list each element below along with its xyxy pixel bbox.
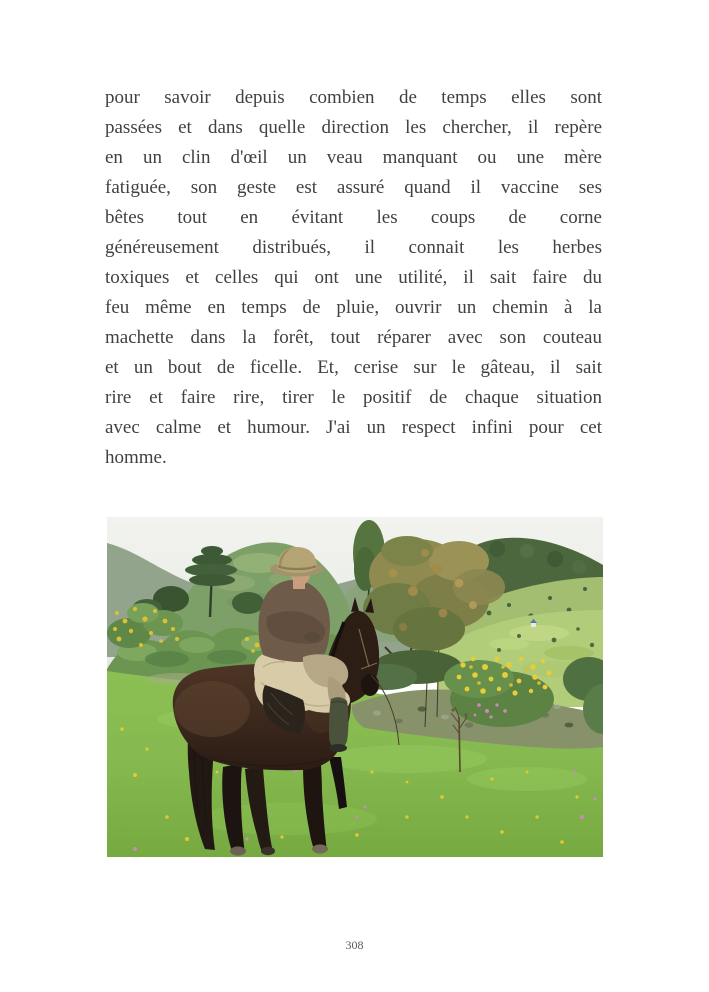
paragraph-line: pour savoir depuis combien de temps elles sont <box>105 87 602 108</box>
paragraph-line: homme. <box>105 447 167 468</box>
paragraph-line: rire et faire rire, tirer le positif de chaque situation <box>105 387 602 408</box>
photo-horseman-valley <box>107 517 603 857</box>
paragraph-line: passées et dans quelle direction les chercher, il repère <box>105 117 602 138</box>
paragraph-line: feu même en temps de pluie, ouvrir un chemin à la <box>105 297 602 318</box>
paragraph-line: fatiguée, son geste est assuré quand il vaccine ses <box>105 177 602 198</box>
paragraph-line: en un clin d'œil un veau manquant ou une mère <box>105 147 602 168</box>
distant-house <box>531 623 536 627</box>
paragraph-line: généreusement distribués, il connait les herbes <box>105 237 602 258</box>
paragraph <box>105 83 602 473</box>
paragraph-line: machette dans la forêt, tout réparer avec son couteau <box>105 327 602 348</box>
paragraph-line: et un bout de ficelle. Et, cerise sur le gâteau, il sait <box>105 357 602 378</box>
paragraph-line: toxiques et celles qui ont une utilité, il sait faire du <box>105 267 602 288</box>
paragraph-line: bêtes tout en évitant les coups de corne <box>105 207 602 228</box>
rider-boot <box>329 697 349 749</box>
photo-illustration <box>107 517 603 857</box>
page-number: 308 <box>345 938 364 952</box>
paragraph-line: avec calme et humour. J'ai un respect infini pour cet <box>105 417 602 438</box>
